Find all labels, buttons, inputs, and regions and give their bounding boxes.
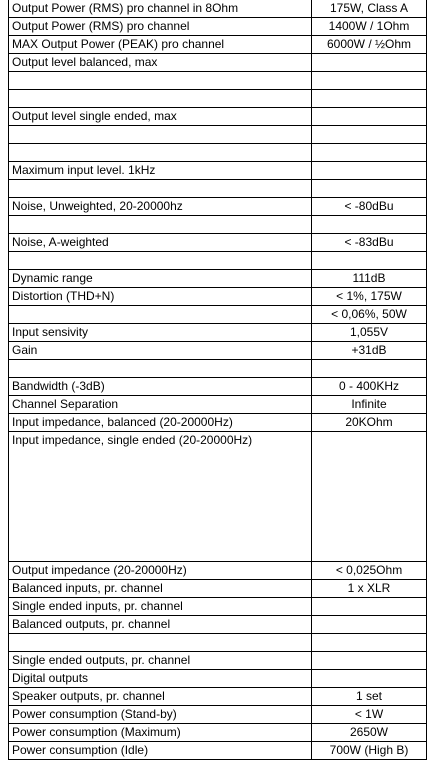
- spec-value: [312, 252, 427, 270]
- spec-value: [312, 54, 427, 72]
- spec-value: Infinite: [312, 396, 427, 414]
- spec-value: 0 - 400KHz: [312, 378, 427, 396]
- spec-label: Output level balanced, max: [9, 54, 312, 72]
- spec-row: [9, 252, 427, 270]
- spec-value: 1 x XLR: [312, 580, 427, 598]
- spec-label: MAX Output Power (PEAK) pro channel: [9, 36, 312, 54]
- spec-label: [9, 72, 312, 90]
- spec-row: [9, 0, 427, 18]
- spec-row: [9, 90, 427, 108]
- spec-row: [9, 198, 427, 216]
- spec-value: [312, 616, 427, 634]
- spec-row: [9, 562, 427, 580]
- spec-label: Power consumption (Maximum): [9, 724, 312, 742]
- spec-row: [9, 616, 427, 634]
- spec-row: [9, 36, 427, 54]
- spec-row: [9, 270, 427, 288]
- spec-value: [312, 360, 427, 378]
- spec-row: [9, 72, 427, 90]
- spec-value: [312, 126, 427, 144]
- spec-label: [9, 252, 312, 270]
- spec-label: [9, 634, 312, 652]
- spec-label: Speaker outputs, pr. channel: [9, 688, 312, 706]
- spec-label: Output level single ended, max: [9, 108, 312, 126]
- spec-value: < -80dBu: [312, 198, 427, 216]
- spec-label: Dynamic range: [9, 270, 312, 288]
- spec-row: [9, 432, 427, 562]
- spec-label: [9, 306, 312, 324]
- spec-label: Input sensivity: [9, 324, 312, 342]
- spec-value: 2650W: [312, 724, 427, 742]
- spec-row: [9, 18, 427, 36]
- spec-row: [9, 180, 427, 198]
- spec-value: < 1%, 175W: [312, 288, 427, 306]
- spec-value: [312, 90, 427, 108]
- spec-value: [312, 108, 427, 126]
- spec-value: [312, 432, 427, 562]
- spec-row: [9, 688, 427, 706]
- spec-label: Distortion (THD+N): [9, 288, 312, 306]
- spec-label: Noise, Unweighted, 20-20000hz: [9, 198, 312, 216]
- spec-row: [9, 306, 427, 324]
- spec-label: [9, 180, 312, 198]
- spec-row: [9, 670, 427, 688]
- spec-label: Output Power (RMS) pro channel in 8Ohm: [9, 0, 312, 18]
- spec-table: [8, 0, 427, 760]
- spec-row: [9, 378, 427, 396]
- spec-label: Maximum input level. 1kHz: [9, 162, 312, 180]
- spec-row: [9, 162, 427, 180]
- spec-label: Balanced inputs, pr. channel: [9, 580, 312, 598]
- spec-value: +31dB: [312, 342, 427, 360]
- spec-value: [312, 180, 427, 198]
- spec-row: [9, 342, 427, 360]
- spec-value: [312, 652, 427, 670]
- spec-row: [9, 108, 427, 126]
- spec-row: [9, 580, 427, 598]
- spec-value: < 0,06%, 50W: [312, 306, 427, 324]
- spec-value: < 1W: [312, 706, 427, 724]
- spec-value: 1 set: [312, 688, 427, 706]
- spec-label: Noise, A-weighted: [9, 234, 312, 252]
- spec-value: [312, 598, 427, 616]
- spec-label: [9, 90, 312, 108]
- spec-value: 700W (High B): [312, 742, 427, 760]
- spec-row: [9, 126, 427, 144]
- spec-value: 175W, Class A: [312, 0, 427, 18]
- spec-row: [9, 634, 427, 652]
- spec-label: [9, 360, 312, 378]
- spec-label: Digital outputs: [9, 670, 312, 688]
- spec-label: [9, 144, 312, 162]
- spec-value: [312, 162, 427, 180]
- spec-label: Input impedance, balanced (20-20000Hz): [9, 414, 312, 432]
- spec-value: < 0,025Ohm: [312, 562, 427, 580]
- spec-row: [9, 414, 427, 432]
- spec-label: Single ended outputs, pr. channel: [9, 652, 312, 670]
- spec-value: [312, 144, 427, 162]
- spec-row: [9, 288, 427, 306]
- spec-value: [312, 634, 427, 652]
- spec-row: [9, 396, 427, 414]
- spec-label: Output impedance (20-20000Hz): [9, 562, 312, 580]
- spec-row: [9, 742, 427, 760]
- spec-label: Single ended inputs, pr. channel: [9, 598, 312, 616]
- spec-value: 1,055V: [312, 324, 427, 342]
- spec-label: Gain: [9, 342, 312, 360]
- spec-row: [9, 54, 427, 72]
- spec-label: Output Power (RMS) pro channel: [9, 18, 312, 36]
- spec-label: Input impedance, single ended (20-20000Hz): [9, 432, 312, 562]
- spec-row: [9, 706, 427, 724]
- spec-row: [9, 216, 427, 234]
- spec-value: [312, 216, 427, 234]
- spec-row: [9, 324, 427, 342]
- spec-label: Balanced outputs, pr. channel: [9, 616, 312, 634]
- spec-label: Channel Separation: [9, 396, 312, 414]
- spec-value: 1400W / 1Ohm: [312, 18, 427, 36]
- spec-value: 6000W / ½Ohm: [312, 36, 427, 54]
- spec-label: Power consumption (Idle): [9, 742, 312, 760]
- spec-row: [9, 652, 427, 670]
- spec-row: [9, 598, 427, 616]
- spec-row: [9, 234, 427, 252]
- spec-row: [9, 724, 427, 742]
- spec-label: [9, 216, 312, 234]
- spec-value: [312, 670, 427, 688]
- spec-label: [9, 126, 312, 144]
- spec-value: 20KOhm: [312, 414, 427, 432]
- spec-label: Power consumption (Stand-by): [9, 706, 312, 724]
- spec-label: Bandwidth (-3dB): [9, 378, 312, 396]
- spec-value: [312, 72, 427, 90]
- spec-value: < -83dBu: [312, 234, 427, 252]
- spec-row: [9, 144, 427, 162]
- spec-row: [9, 360, 427, 378]
- spec-value: 111dB: [312, 270, 427, 288]
